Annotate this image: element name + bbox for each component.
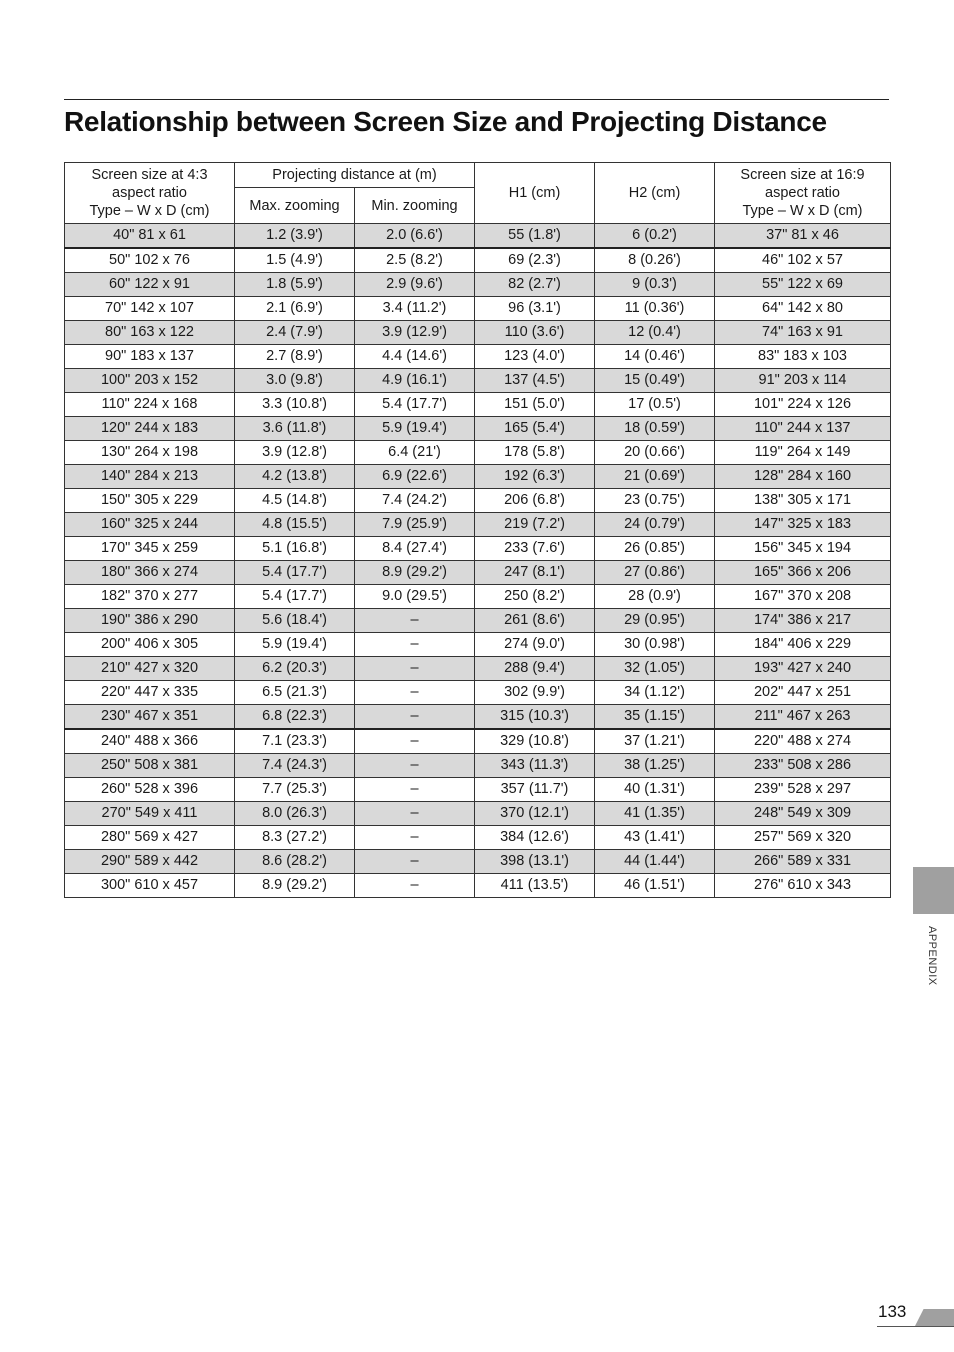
- cell-h1: 370 (12.1'): [475, 802, 595, 826]
- cell-screen-4-3: 100" 203 x 152: [65, 369, 235, 393]
- cell-h2: 12 (0.4'): [595, 321, 715, 345]
- cell-h2: 6 (0.2'): [595, 224, 715, 249]
- table-header: [65, 163, 891, 224]
- cell-h1: 329 (10.8'): [475, 729, 595, 754]
- table-row: [65, 513, 891, 537]
- cell-max-zooming: 5.4 (17.7'): [235, 585, 355, 609]
- table-row: [65, 681, 891, 705]
- cell-h2: 34 (1.12'): [595, 681, 715, 705]
- header-h2: H2 (cm): [595, 163, 715, 224]
- cell-max-zooming: 1.8 (5.9'): [235, 273, 355, 297]
- table-row: [65, 585, 891, 609]
- table-row: [65, 297, 891, 321]
- header-screen-size-16-9: [715, 163, 891, 224]
- cell-h2: 29 (0.95'): [595, 609, 715, 633]
- cell-min-zooming: –: [355, 633, 475, 657]
- cell-min-zooming: 4.4 (14.6'): [355, 345, 475, 369]
- page-number: 133: [878, 1302, 907, 1321]
- cell-h1: 274 (9.0'): [475, 633, 595, 657]
- cell-max-zooming: 7.4 (24.3'): [235, 754, 355, 778]
- table-row: [65, 393, 891, 417]
- cell-h2: 35 (1.15'): [595, 705, 715, 730]
- cell-screen-16-9: 248" 549 x 309: [715, 802, 891, 826]
- cell-screen-16-9: 211" 467 x 263: [715, 705, 891, 730]
- cell-h1: 165 (5.4'): [475, 417, 595, 441]
- cell-screen-16-9: 174" 386 x 217: [715, 609, 891, 633]
- cell-h1: 315 (10.3'): [475, 705, 595, 730]
- header-max-zooming: Max. zooming: [235, 188, 355, 224]
- cell-screen-4-3: 180" 366 x 274: [65, 561, 235, 585]
- cell-min-zooming: –: [355, 729, 475, 754]
- cell-min-zooming: –: [355, 609, 475, 633]
- table-row: [65, 537, 891, 561]
- cell-min-zooming: –: [355, 681, 475, 705]
- cell-h1: 219 (7.2'): [475, 513, 595, 537]
- cell-min-zooming: 6.4 (21'): [355, 441, 475, 465]
- cell-min-zooming: –: [355, 802, 475, 826]
- cell-h1: 206 (6.8'): [475, 489, 595, 513]
- cell-screen-16-9: 266" 589 x 331: [715, 850, 891, 874]
- header-line: aspect ratio: [112, 185, 187, 201]
- table-body: [65, 224, 891, 898]
- cell-screen-4-3: 160" 325 x 244: [65, 513, 235, 537]
- cell-max-zooming: 2.4 (7.9'): [235, 321, 355, 345]
- cell-screen-16-9: 128" 284 x 160: [715, 465, 891, 489]
- cell-h2: 43 (1.41'): [595, 826, 715, 850]
- cell-min-zooming: –: [355, 874, 475, 898]
- cell-screen-16-9: 138" 305 x 171: [715, 489, 891, 513]
- cell-screen-4-3: 190" 386 x 290: [65, 609, 235, 633]
- cell-h2: 21 (0.69'): [595, 465, 715, 489]
- cell-h1: 96 (3.1'): [475, 297, 595, 321]
- cell-h1: 55 (1.8'): [475, 224, 595, 249]
- cell-h2: 17 (0.5'): [595, 393, 715, 417]
- cell-screen-16-9: 101" 224 x 126: [715, 393, 891, 417]
- cell-max-zooming: 2.1 (6.9'): [235, 297, 355, 321]
- cell-min-zooming: 8.9 (29.2'): [355, 561, 475, 585]
- cell-screen-16-9: 91" 203 x 114: [715, 369, 891, 393]
- cell-h1: 110 (3.6'): [475, 321, 595, 345]
- cell-screen-16-9: 37" 81 x 46: [715, 224, 891, 249]
- cell-screen-4-3: 140" 284 x 213: [65, 465, 235, 489]
- cell-screen-4-3: 230" 467 x 351: [65, 705, 235, 730]
- header-line: Screen size at 4:3: [91, 167, 208, 183]
- cell-h1: 357 (11.7'): [475, 778, 595, 802]
- cell-min-zooming: –: [355, 826, 475, 850]
- cell-h1: 192 (6.3'): [475, 465, 595, 489]
- cell-max-zooming: 8.0 (26.3'): [235, 802, 355, 826]
- cell-h1: 411 (13.5'): [475, 874, 595, 898]
- cell-max-zooming: 6.8 (22.3'): [235, 705, 355, 730]
- cell-screen-4-3: 280" 569 x 427: [65, 826, 235, 850]
- cell-screen-4-3: 220" 447 x 335: [65, 681, 235, 705]
- cell-max-zooming: 5.6 (18.4'): [235, 609, 355, 633]
- cell-screen-16-9: 83" 183 x 103: [715, 345, 891, 369]
- cell-min-zooming: –: [355, 754, 475, 778]
- table-row: [65, 657, 891, 681]
- cell-max-zooming: 4.2 (13.8'): [235, 465, 355, 489]
- cell-h2: 26 (0.85'): [595, 537, 715, 561]
- table-row: [65, 705, 891, 730]
- cell-min-zooming: 7.4 (24.2'): [355, 489, 475, 513]
- cell-screen-4-3: 50" 102 x 76: [65, 248, 235, 273]
- header-screen-size-4-3: [65, 163, 235, 224]
- cell-screen-4-3: 110" 224 x 168: [65, 393, 235, 417]
- cell-screen-4-3: 240" 488 x 366: [65, 729, 235, 754]
- cell-h2: 23 (0.75'): [595, 489, 715, 513]
- appendix-tab-marker: [913, 867, 954, 914]
- cell-h2: 11 (0.36'): [595, 297, 715, 321]
- cell-min-zooming: –: [355, 778, 475, 802]
- cell-max-zooming: 1.2 (3.9'): [235, 224, 355, 249]
- cell-screen-16-9: 147" 325 x 183: [715, 513, 891, 537]
- cell-screen-4-3: 60" 122 x 91: [65, 273, 235, 297]
- cell-screen-4-3: 250" 508 x 381: [65, 754, 235, 778]
- cell-screen-4-3: 260" 528 x 396: [65, 778, 235, 802]
- cell-max-zooming: 6.2 (20.3'): [235, 657, 355, 681]
- cell-h1: 250 (8.2'): [475, 585, 595, 609]
- cell-h1: 151 (5.0'): [475, 393, 595, 417]
- cell-screen-4-3: 150" 305 x 229: [65, 489, 235, 513]
- cell-screen-4-3: 120" 244 x 183: [65, 417, 235, 441]
- cell-screen-16-9: 55" 122 x 69: [715, 273, 891, 297]
- header-line: Screen size at 16:9: [740, 167, 865, 183]
- title-rule: [64, 99, 889, 100]
- cell-screen-4-3: 130" 264 x 198: [65, 441, 235, 465]
- cell-min-zooming: 5.4 (17.7'): [355, 393, 475, 417]
- table-row: [65, 224, 891, 249]
- cell-h1: 288 (9.4'): [475, 657, 595, 681]
- header-h1: H1 (cm): [475, 163, 595, 224]
- cell-h1: 69 (2.3'): [475, 248, 595, 273]
- table-row: [65, 369, 891, 393]
- cell-screen-16-9: 202" 447 x 251: [715, 681, 891, 705]
- cell-h2: 15 (0.49'): [595, 369, 715, 393]
- cell-min-zooming: 2.9 (9.6'): [355, 273, 475, 297]
- cell-screen-16-9: 220" 488 x 274: [715, 729, 891, 754]
- table-row: [65, 345, 891, 369]
- cell-max-zooming: 3.9 (12.8'): [235, 441, 355, 465]
- cell-screen-16-9: 64" 142 x 80: [715, 297, 891, 321]
- cell-max-zooming: 6.5 (21.3'): [235, 681, 355, 705]
- cell-h1: 178 (5.8'): [475, 441, 595, 465]
- cell-h2: 14 (0.46'): [595, 345, 715, 369]
- header-projecting-distance: Projecting distance at (m): [235, 163, 475, 188]
- cell-min-zooming: –: [355, 705, 475, 730]
- table-row: [65, 321, 891, 345]
- cell-screen-4-3: 290" 589 x 442: [65, 850, 235, 874]
- table-row: [65, 874, 891, 898]
- cell-h2: 30 (0.98'): [595, 633, 715, 657]
- cell-h1: 82 (2.7'): [475, 273, 595, 297]
- cell-screen-16-9: 46" 102 x 57: [715, 248, 891, 273]
- table-row: [65, 802, 891, 826]
- page-number-rule: [877, 1326, 954, 1327]
- cell-min-zooming: 2.0 (6.6'): [355, 224, 475, 249]
- cell-screen-16-9: 165" 366 x 206: [715, 561, 891, 585]
- table-row: [65, 729, 891, 754]
- cell-screen-4-3: 200" 406 x 305: [65, 633, 235, 657]
- cell-max-zooming: 8.3 (27.2'): [235, 826, 355, 850]
- screen-size-distance-table: [64, 162, 891, 898]
- cell-min-zooming: 6.9 (22.6'): [355, 465, 475, 489]
- cell-screen-4-3: 270" 549 x 411: [65, 802, 235, 826]
- table-row: [65, 465, 891, 489]
- cell-max-zooming: 3.3 (10.8'): [235, 393, 355, 417]
- cell-max-zooming: 3.0 (9.8'): [235, 369, 355, 393]
- cell-h2: 32 (1.05'): [595, 657, 715, 681]
- cell-screen-16-9: 276" 610 x 343: [715, 874, 891, 898]
- cell-max-zooming: 5.9 (19.4'): [235, 633, 355, 657]
- table-row: [65, 489, 891, 513]
- table-row: [65, 561, 891, 585]
- cell-screen-16-9: 257" 569 x 320: [715, 826, 891, 850]
- cell-max-zooming: 7.1 (23.3'): [235, 729, 355, 754]
- cell-h1: 233 (7.6'): [475, 537, 595, 561]
- cell-screen-16-9: 110" 244 x 137: [715, 417, 891, 441]
- table-row: [65, 273, 891, 297]
- cell-screen-16-9: 119" 264 x 149: [715, 441, 891, 465]
- cell-screen-4-3: 182" 370 x 277: [65, 585, 235, 609]
- table-row: [65, 778, 891, 802]
- cell-min-zooming: 7.9 (25.9'): [355, 513, 475, 537]
- cell-min-zooming: 4.9 (16.1'): [355, 369, 475, 393]
- cell-h1: 343 (11.3'): [475, 754, 595, 778]
- table-row: [65, 754, 891, 778]
- cell-h1: 123 (4.0'): [475, 345, 595, 369]
- cell-h2: 44 (1.44'): [595, 850, 715, 874]
- cell-min-zooming: 2.5 (8.2'): [355, 248, 475, 273]
- page-corner-tab: [915, 1309, 954, 1326]
- page-title: Relationship between Screen Size and Projecting Distance: [64, 106, 827, 137]
- header-line: Type – W x D (cm): [742, 203, 863, 219]
- cell-h1: 384 (12.6'): [475, 826, 595, 850]
- table-row: [65, 826, 891, 850]
- cell-min-zooming: 9.0 (29.5'): [355, 585, 475, 609]
- header-line: Type – W x D (cm): [89, 203, 210, 219]
- cell-screen-4-3: 40" 81 x 61: [65, 224, 235, 249]
- cell-max-zooming: 5.1 (16.8'): [235, 537, 355, 561]
- cell-screen-16-9: 167" 370 x 208: [715, 585, 891, 609]
- cell-screen-4-3: 70" 142 x 107: [65, 297, 235, 321]
- table-row: [65, 248, 891, 273]
- table-row: [65, 417, 891, 441]
- cell-h2: 46 (1.51'): [595, 874, 715, 898]
- cell-h2: 37 (1.21'): [595, 729, 715, 754]
- cell-screen-4-3: 170" 345 x 259: [65, 537, 235, 561]
- cell-min-zooming: –: [355, 657, 475, 681]
- cell-screen-16-9: 193" 427 x 240: [715, 657, 891, 681]
- header-min-zooming: Min. zooming: [355, 188, 475, 224]
- cell-max-zooming: 4.8 (15.5'): [235, 513, 355, 537]
- cell-h2: 20 (0.66'): [595, 441, 715, 465]
- cell-max-zooming: 1.5 (4.9'): [235, 248, 355, 273]
- cell-max-zooming: 8.9 (29.2'): [235, 874, 355, 898]
- cell-h1: 398 (13.1'): [475, 850, 595, 874]
- cell-h2: 41 (1.35'): [595, 802, 715, 826]
- table-row: [65, 609, 891, 633]
- cell-h1: 261 (8.6'): [475, 609, 595, 633]
- cell-max-zooming: 3.6 (11.8'): [235, 417, 355, 441]
- cell-min-zooming: 3.9 (12.9'): [355, 321, 475, 345]
- cell-max-zooming: 5.4 (17.7'): [235, 561, 355, 585]
- cell-h1: 247 (8.1'): [475, 561, 595, 585]
- cell-min-zooming: –: [355, 850, 475, 874]
- cell-h2: 40 (1.31'): [595, 778, 715, 802]
- table-row: [65, 633, 891, 657]
- cell-screen-16-9: 239" 528 x 297: [715, 778, 891, 802]
- cell-h1: 137 (4.5'): [475, 369, 595, 393]
- cell-max-zooming: 8.6 (28.2'): [235, 850, 355, 874]
- cell-min-zooming: 5.9 (19.4'): [355, 417, 475, 441]
- cell-screen-16-9: 74" 163 x 91: [715, 321, 891, 345]
- cell-screen-16-9: 184" 406 x 229: [715, 633, 891, 657]
- header-line: aspect ratio: [765, 185, 840, 201]
- cell-max-zooming: 7.7 (25.3'): [235, 778, 355, 802]
- cell-min-zooming: 3.4 (11.2'): [355, 297, 475, 321]
- cell-h2: 9 (0.3'): [595, 273, 715, 297]
- cell-screen-4-3: 90" 183 x 137: [65, 345, 235, 369]
- cell-screen-4-3: 210" 427 x 320: [65, 657, 235, 681]
- cell-h2: 27 (0.86'): [595, 561, 715, 585]
- cell-h2: 24 (0.79'): [595, 513, 715, 537]
- cell-screen-16-9: 156" 345 x 194: [715, 537, 891, 561]
- cell-h2: 8 (0.26'): [595, 248, 715, 273]
- cell-max-zooming: 2.7 (8.9'): [235, 345, 355, 369]
- cell-h2: 28 (0.9'): [595, 585, 715, 609]
- cell-max-zooming: 4.5 (14.8'): [235, 489, 355, 513]
- table-row: [65, 441, 891, 465]
- cell-screen-4-3: 300" 610 x 457: [65, 874, 235, 898]
- table-row: [65, 850, 891, 874]
- cell-h2: 38 (1.25'): [595, 754, 715, 778]
- cell-h1: 302 (9.9'): [475, 681, 595, 705]
- cell-screen-4-3: 80" 163 x 122: [65, 321, 235, 345]
- cell-min-zooming: 8.4 (27.4'): [355, 537, 475, 561]
- cell-screen-16-9: 233" 508 x 286: [715, 754, 891, 778]
- cell-h2: 18 (0.59'): [595, 417, 715, 441]
- appendix-label: APPENDIX: [926, 926, 938, 986]
